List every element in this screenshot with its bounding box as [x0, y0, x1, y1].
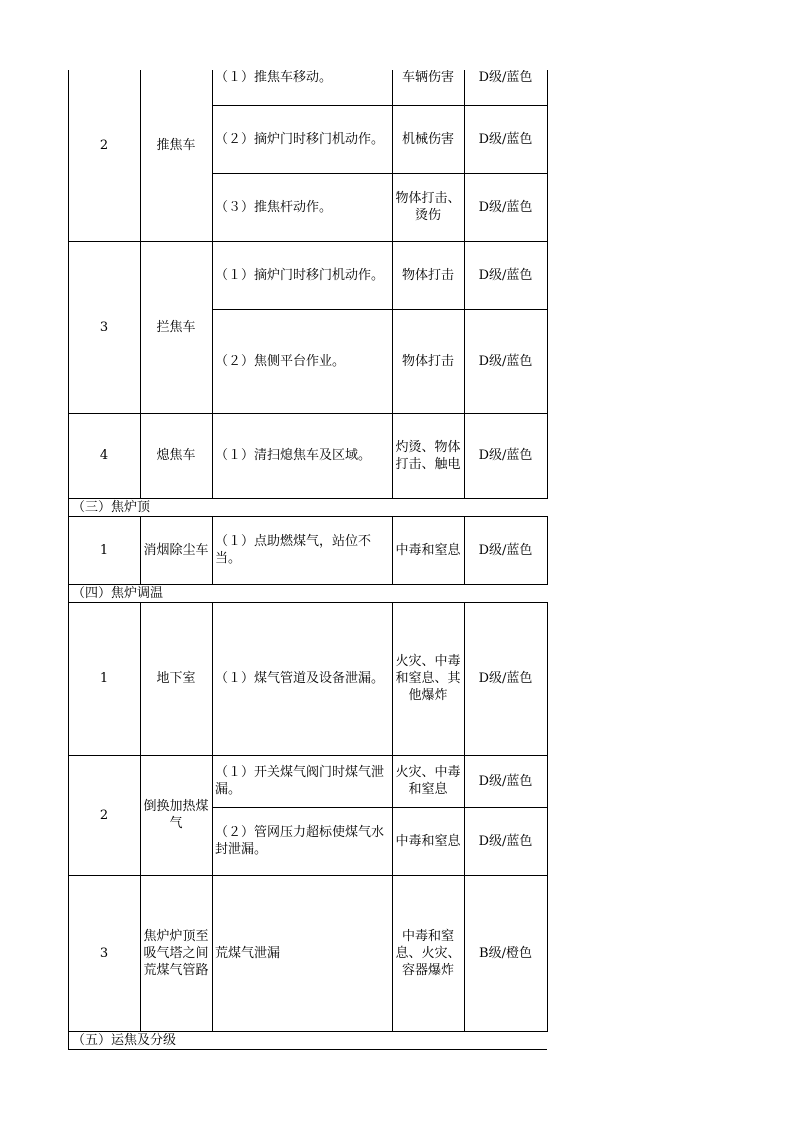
equipment-name — [140, 413, 212, 498]
grid-line — [392, 516, 393, 585]
risk-level — [464, 755, 547, 807]
grid-line — [212, 755, 213, 808]
hazard-description — [212, 173, 392, 241]
grid-line — [68, 413, 69, 499]
injury-type-text: 物体打击、烫伤 — [395, 191, 461, 223]
grid-line — [68, 241, 69, 414]
grid-line — [547, 309, 548, 414]
hazard-description — [212, 516, 392, 584]
grid-line — [392, 807, 393, 876]
grid-line — [140, 516, 141, 585]
injury-type — [392, 241, 464, 309]
hazard-description-text: （１）清扫熄焦车及区域。 — [215, 448, 372, 463]
injury-type-text: 灼烫、物体打击、触电 — [395, 439, 461, 472]
risk-level — [464, 602, 547, 755]
injury-type-text: 火灾、中毒和窒息 — [395, 765, 461, 797]
grid-line — [392, 70, 393, 106]
hazard-description — [212, 875, 392, 1031]
grid-line — [212, 602, 213, 756]
equipment-name-text: 消烟除尘车 — [143, 542, 209, 558]
grid-line — [68, 875, 69, 1032]
item-number-text: 3 — [99, 319, 109, 335]
item-number — [68, 755, 140, 875]
equipment-name — [140, 516, 212, 584]
grid-line — [212, 875, 213, 1032]
item-number-text: 4 — [99, 448, 109, 463]
grid-line — [464, 241, 465, 310]
item-number — [68, 875, 140, 1031]
grid-line — [464, 807, 465, 876]
injury-type — [392, 516, 464, 584]
grid-line — [140, 875, 141, 1032]
hazard-description-text: （１）开关煤气阀门时煤气泄漏。 — [215, 765, 385, 797]
equipment-name-text: 地下室 — [156, 671, 196, 686]
risk-level — [464, 516, 547, 584]
grid-line — [68, 516, 547, 517]
equipment-name-text: 拦焦车 — [156, 319, 196, 335]
hazard-description-text: 荒煤气泄漏 — [215, 945, 281, 961]
hazard-description — [212, 309, 392, 413]
item-number — [68, 516, 140, 584]
page-top-margin — [0, 0, 793, 70]
equipment-name-text: 熄焦车 — [156, 448, 196, 463]
grid-line — [392, 241, 393, 310]
grid-line — [212, 309, 213, 414]
grid-line — [464, 173, 465, 242]
hazard-description — [212, 602, 392, 755]
risk-level-text: D级/蓝色 — [478, 131, 533, 147]
hazard-description — [212, 755, 392, 807]
equipment-name — [140, 241, 212, 413]
section-header — [68, 584, 547, 602]
grid-line — [212, 241, 547, 242]
grid-line — [547, 413, 548, 499]
injury-type-text: 物体打击 — [401, 267, 454, 283]
injury-type — [392, 413, 464, 498]
grid-line — [212, 105, 547, 106]
section-header — [68, 1031, 547, 1049]
grid-line — [547, 70, 548, 106]
grid-line — [392, 755, 393, 808]
risk-level — [464, 241, 547, 309]
injury-type-text: 火灾、中毒和窒息、其他爆炸 — [395, 654, 461, 703]
injury-type — [392, 309, 464, 413]
grid-line — [547, 516, 548, 585]
item-number — [68, 413, 140, 498]
grid-line — [212, 516, 213, 585]
grid-line — [68, 755, 69, 876]
hazard-description — [212, 105, 392, 173]
grid-line — [212, 807, 547, 808]
grid-line — [392, 413, 393, 499]
grid-line — [392, 875, 393, 1032]
risk-level — [464, 413, 547, 498]
grid-line — [68, 516, 69, 585]
grid-line — [212, 241, 213, 310]
hazard-description — [212, 241, 392, 309]
risk-level-text: D级/蓝色 — [478, 542, 533, 558]
injury-type — [392, 105, 464, 173]
injury-type — [392, 807, 464, 875]
risk-level — [464, 807, 547, 875]
risk-level-text: D级/蓝色 — [478, 671, 533, 686]
grid-line — [212, 105, 213, 174]
grid-line — [547, 602, 548, 756]
grid-line — [464, 70, 465, 106]
risk-level-text: D级/蓝色 — [478, 773, 533, 789]
grid-line — [547, 875, 548, 1032]
equipment-name — [140, 602, 212, 755]
grid-line — [212, 173, 213, 242]
grid-line — [547, 807, 548, 876]
grid-line — [68, 70, 69, 242]
injury-type — [392, 173, 464, 241]
grid-line — [140, 70, 141, 242]
grid-line — [140, 241, 141, 414]
equipment-name — [140, 50, 212, 241]
grid-line — [140, 755, 141, 876]
grid-line — [547, 241, 548, 310]
grid-line — [547, 105, 548, 174]
hazard-description-text: （１）摘炉门时移门机动作。 — [215, 267, 385, 283]
grid-line — [140, 413, 141, 499]
grid-line — [392, 309, 393, 414]
risk-level-text: D级/蓝色 — [478, 448, 533, 463]
injury-type-text: 车辆伤害 — [401, 70, 454, 85]
grid-line — [68, 602, 547, 603]
injury-type — [392, 602, 464, 755]
grid-line — [212, 413, 213, 499]
injury-type-text: 机械伤害 — [401, 131, 454, 147]
grid-line — [392, 173, 393, 242]
item-number-text: 2 — [99, 138, 109, 153]
hazard-description-text: （３）推焦杆动作。 — [215, 199, 333, 215]
risk-level — [464, 105, 547, 173]
grid-line — [547, 755, 548, 808]
grid-line — [392, 602, 393, 756]
grid-line — [212, 309, 547, 310]
item-number — [68, 50, 140, 241]
item-number — [68, 602, 140, 755]
injury-type — [392, 875, 464, 1031]
hazard-description-text: （１）煤气管道及设备泄漏。 — [215, 671, 385, 686]
grid-line — [392, 105, 393, 174]
hazard-description — [212, 807, 392, 875]
hazard-description-text: （２）摘炉门时移门机动作。 — [215, 131, 385, 147]
risk-level — [464, 309, 547, 413]
section-header — [68, 498, 547, 516]
hazard-description-text: （２）管网压力超标使煤气水封泄漏。 — [215, 825, 385, 857]
item-number-text: 2 — [99, 807, 109, 823]
risk-level — [464, 875, 547, 1031]
risk-level-text: D级/蓝色 — [478, 199, 533, 215]
item-number — [68, 241, 140, 413]
equipment-name-text: 焦炉炉顶至吸气塔之间荒煤气管路 — [143, 928, 209, 978]
grid-line — [212, 173, 547, 174]
grid-line — [212, 413, 547, 414]
grid-line — [68, 498, 69, 517]
hazard-description-text: （２）焦侧平台作业。 — [215, 353, 346, 369]
section-header-label: （五）运焦及分级 — [72, 1032, 177, 1048]
hazard-description — [212, 413, 392, 498]
risk-level-text: D级/蓝色 — [478, 353, 533, 369]
grid-line — [68, 602, 69, 756]
grid-line — [140, 602, 141, 756]
risk-level-text: D级/蓝色 — [478, 833, 533, 849]
risk-level — [464, 173, 547, 241]
risk-level-text: D级/蓝色 — [478, 267, 533, 283]
equipment-name — [140, 755, 212, 875]
grid-line — [68, 1031, 69, 1050]
grid-line — [464, 755, 465, 808]
equipment-name — [140, 875, 212, 1031]
grid-line — [212, 807, 213, 876]
injury-type-text: 中毒和窒息、火灾、容器爆炸 — [395, 928, 461, 978]
grid-line — [68, 1049, 547, 1050]
grid-line — [464, 309, 465, 414]
item-number-text: 1 — [99, 542, 109, 558]
risk-level-text: B级/橙色 — [479, 945, 532, 961]
item-number-text: 3 — [99, 945, 109, 961]
grid-line — [464, 105, 465, 174]
risk-level-text: D级/蓝色 — [478, 70, 533, 85]
grid-line — [547, 173, 548, 242]
injury-type-text: 中毒和窒息 — [395, 833, 461, 849]
grid-line — [212, 875, 547, 876]
equipment-name-text: 推焦车 — [156, 138, 196, 153]
item-number-text: 1 — [99, 671, 109, 686]
section-header-label: （四）焦炉调温 — [72, 585, 164, 601]
grid-line — [68, 584, 69, 603]
hazard-description-text: （１）点助燃煤气，站位不当。 — [215, 534, 372, 566]
grid-line — [464, 516, 465, 585]
grid-line — [464, 413, 465, 499]
grid-line — [464, 602, 465, 756]
injury-type-text: 物体打击 — [401, 353, 454, 369]
hazard-description-text: （１）推焦车移动。 — [215, 70, 333, 85]
section-header-label: （三）焦炉顶 — [72, 499, 151, 515]
grid-line — [212, 70, 213, 106]
injury-type-text: 中毒和窒息 — [395, 542, 461, 558]
equipment-name-text: 倒换加热煤气 — [143, 799, 209, 831]
injury-type — [392, 755, 464, 807]
grid-line — [464, 875, 465, 1032]
grid-line — [212, 755, 547, 756]
